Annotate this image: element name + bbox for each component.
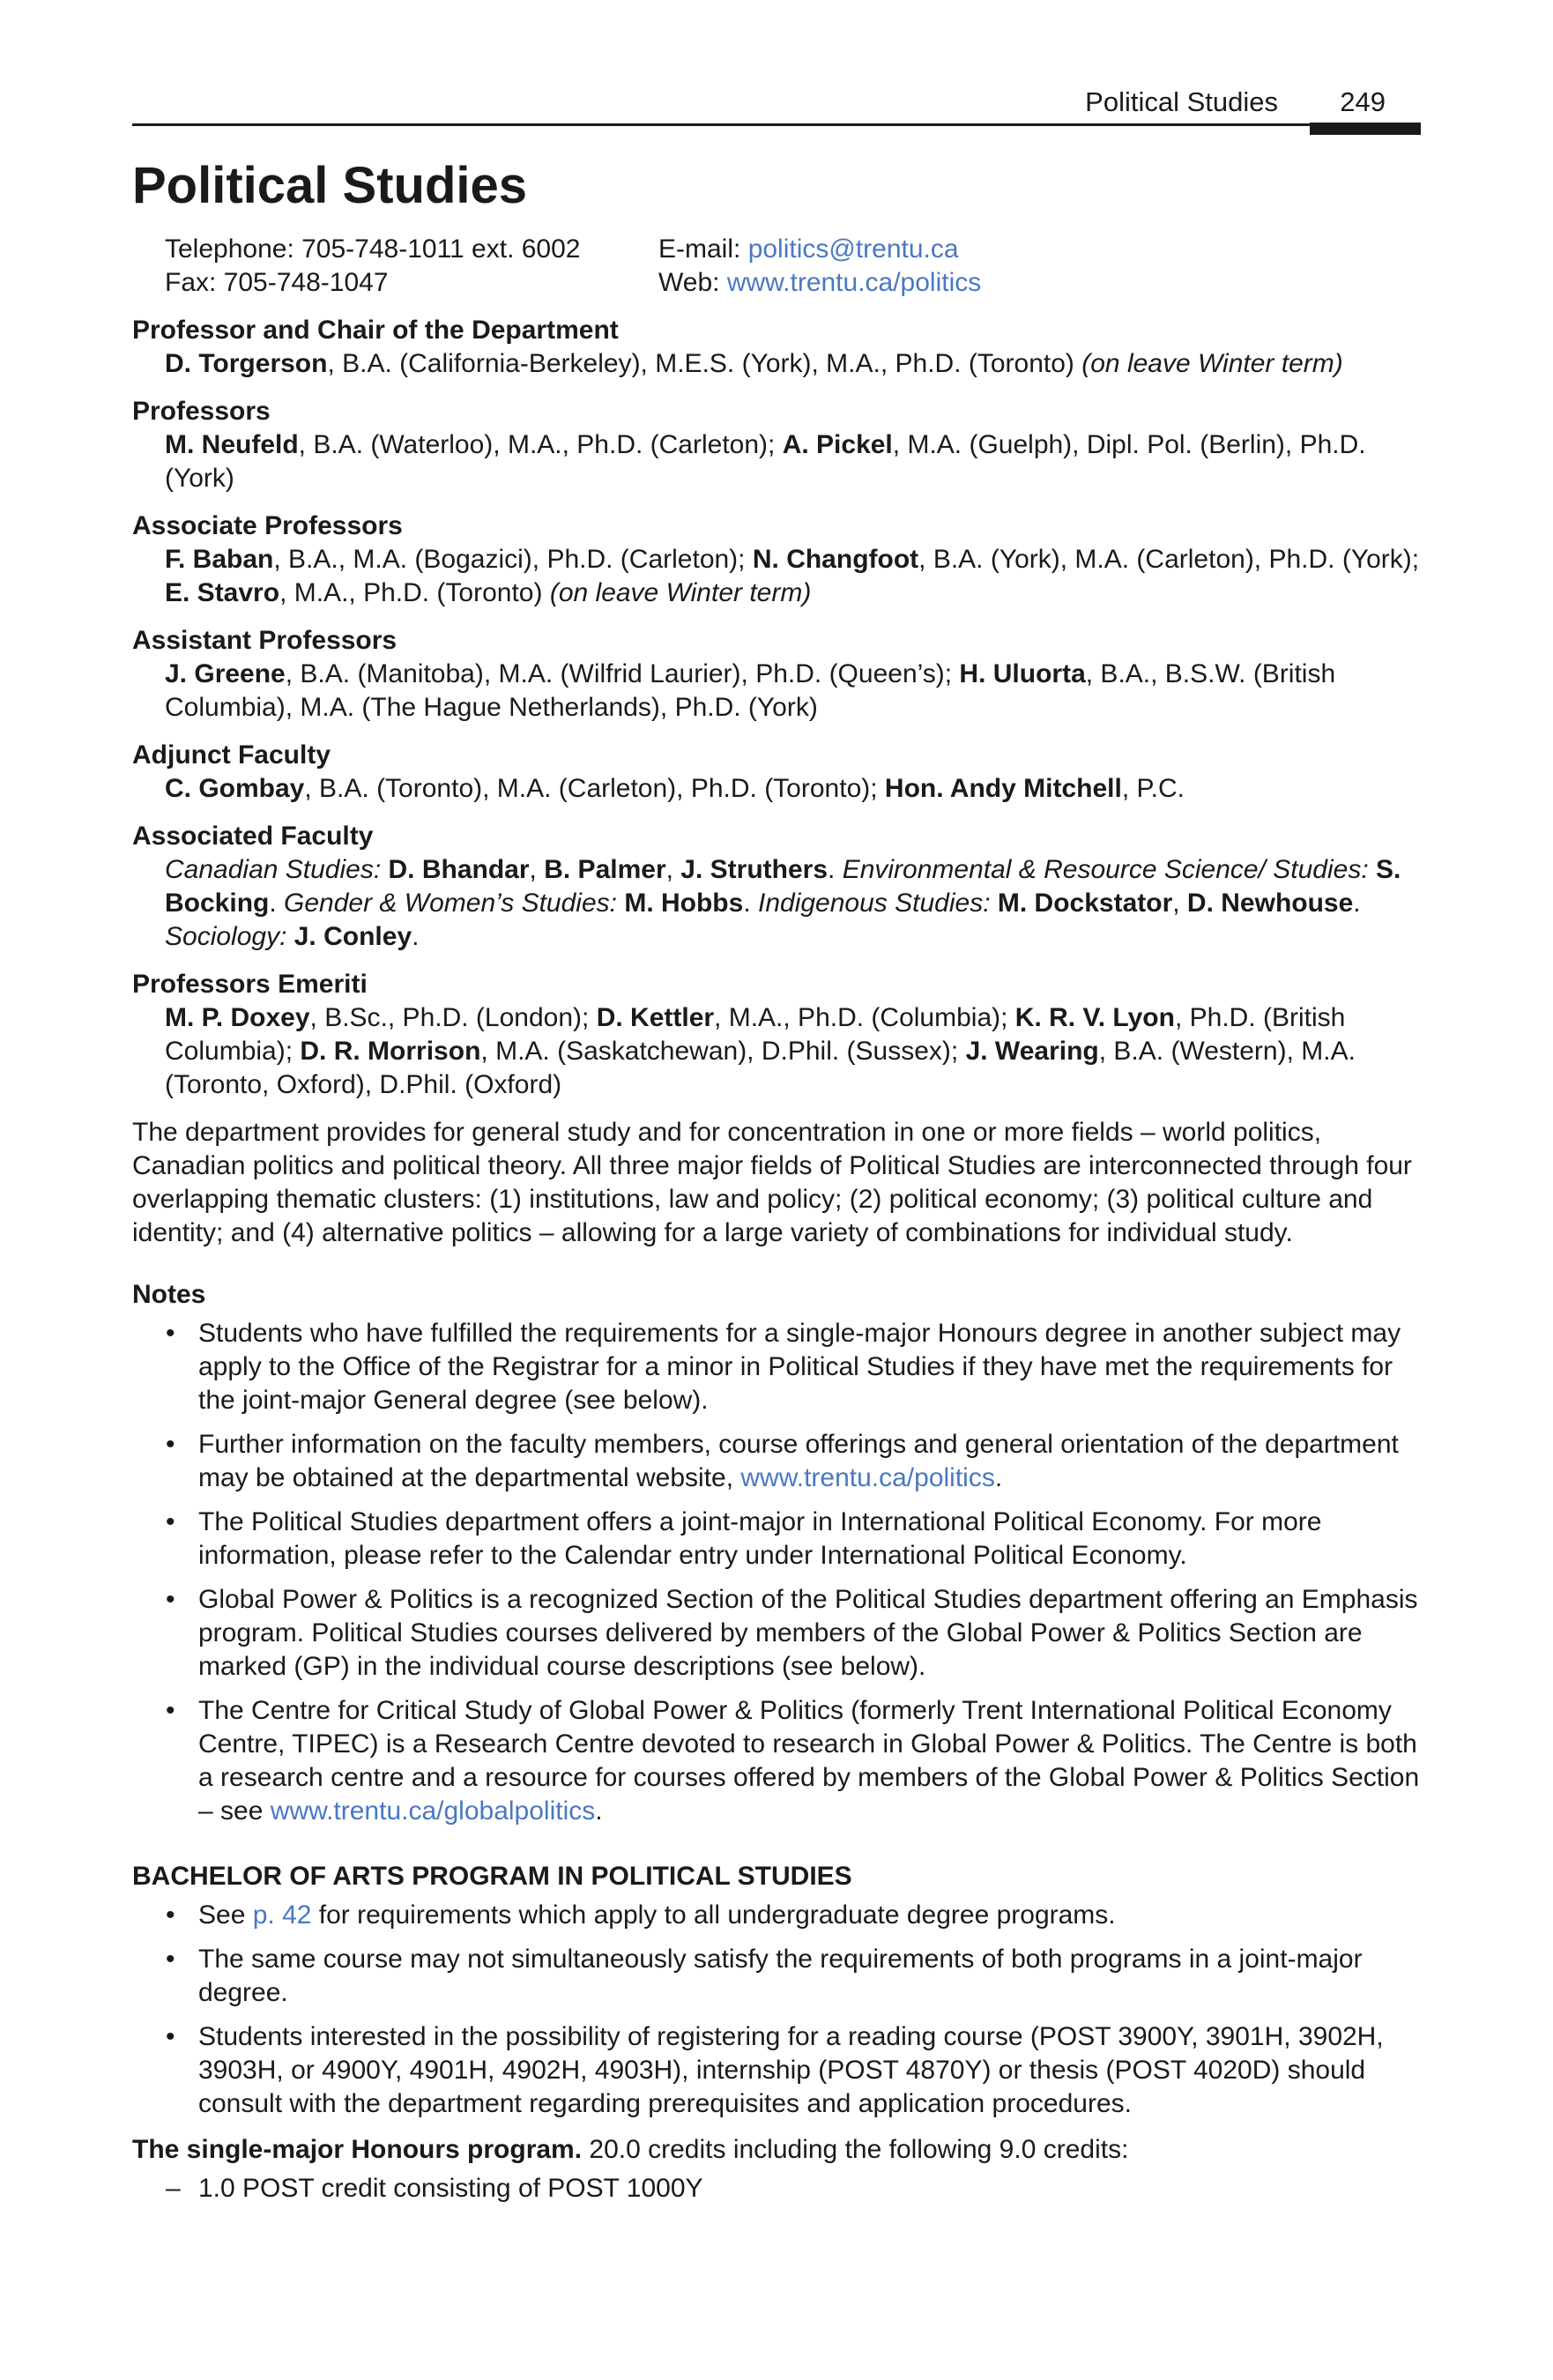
faculty-name: M. Neufeld (165, 430, 299, 459)
chair-heading: Professor and Chair of the Department (132, 316, 619, 345)
chair-entry (165, 347, 1421, 381)
faculty-name: J. Wearing (965, 1037, 1099, 1066)
email-line (658, 233, 1364, 266)
note-text: . (595, 1796, 603, 1826)
running-header-title: Political Studies (1085, 86, 1278, 117)
assistant-heading: Assistant Professors (132, 626, 398, 655)
ba-program-list (132, 1899, 1421, 2121)
single-major-text: 20.0 credits including the following 9.0 credits: (582, 2135, 1129, 2164)
adjunct-entry (165, 772, 1421, 806)
faculty-credentials: , P.C. (1121, 774, 1185, 803)
separator: . (412, 922, 420, 951)
list-item: • Students who have fulfilled the requirements for a single-major Honours degree in another subject may apply to the Office of the Registrar for a minor in Political Studies if they have met the requirements for the joint-major General degree (see below). (198, 1317, 1421, 1417)
faculty-name: K. R. V. Lyon (1014, 1003, 1175, 1032)
section-assistant-professors (132, 624, 1421, 725)
faculty-credentials: , B.A. (Waterloo), M.A., Ph.D. (Carleton); (298, 430, 783, 459)
department-label: Canadian Studies: (165, 855, 389, 884)
list-item: • The Political Studies department offers a joint-major in International Political Economy. For more information, please refer to the Calendar entry under International Political Economy. (198, 1506, 1421, 1573)
faculty-credentials: , M.A., Ph.D. (Toronto) (279, 578, 550, 607)
faculty-credentials: , B.A. (Toronto), M.A. (Carleton), Ph.D. (Toronto); (304, 774, 885, 803)
notes-heading: Notes (132, 1280, 206, 1309)
emeriti-entry (165, 1001, 1421, 1102)
faculty-name: J. Conley (294, 922, 412, 951)
section-professors (132, 395, 1421, 495)
faculty-credentials: , M.A., Ph.D. (Columbia); (714, 1003, 1015, 1032)
department-label: Environmental & Resource Science/ Studies: (842, 855, 1376, 884)
faculty-name: D. R. Morrison (300, 1037, 481, 1066)
associate-entry (165, 543, 1421, 610)
professors-heading: Professors (132, 397, 271, 426)
faculty-name: S. Bocking (165, 855, 1401, 918)
separator: . (743, 889, 758, 918)
list-item: • The same course may not simultaneously satisfy the requirements of both programs in a joint-major degree. (198, 1943, 1421, 2010)
list-item: • Global Power & Politics is a recognized Section of the Political Studies department offering an Emphasis program. Political Studies courses delivered by members of the Global Power & Politics Section are marked (GP) in the individual course descriptions (see below). (198, 1583, 1421, 1684)
list-item (198, 1428, 1421, 1495)
list-item: • Students interested in the possibility of registering for a reading course (POST 3900Y, 3901H, 3902H, 3903H, or 4900Y, 4901H, 4902H, 4903H), internship (POST 4870Y) or thesis (POST 4020D) should consult with the department regarding prerequisites and application procedures. (198, 2020, 1421, 2121)
section-chair (132, 314, 1421, 381)
politics-website-link[interactable]: www.trentu.ca/politics (740, 1463, 995, 1492)
faculty-credentials: , B.A. (Manitoba), M.A. (Wilfrid Laurier), Ph.D. (Queen’s); (285, 659, 960, 688)
single-major-requirements (132, 2172, 1421, 2205)
note-text: Further information on the faculty members, course offerings and general orientation of the department may be obtained at the departmental website, (198, 1430, 1399, 1492)
faculty-name: F. Baban (165, 545, 274, 574)
faculty-credentials: , M.A. (Guelph), Dipl. Pol. (Berlin), Ph.D. (York) (165, 430, 1366, 493)
web-link[interactable]: www.trentu.ca/politics (726, 268, 982, 297)
ba-program-heading: BACHELOR OF ARTS PROGRAM IN POLITICAL STUDIES (132, 1862, 852, 1891)
section-associate-professors (132, 509, 1421, 610)
faculty-credentials: , M.A. (Saskatchewan), D.Phil. (Sussex); (480, 1037, 966, 1066)
associated-entry (165, 853, 1421, 954)
intro-paragraph: The department provides for general study and for concentration in one or more fields – world politics, Canadian politics and political theory. All three major fields of Political Studies are interconnected through four overlapping thematic clusters: (1) institutions, law and policy; (2) political economy; (3) political culture and identity; and (4) alternative politics – allowing for a large variety of combinations for individual study. (132, 1118, 1412, 1247)
contact-block (165, 233, 1421, 300)
department-label: Sociology: (165, 922, 294, 951)
associated-heading: Associated Faculty (132, 822, 374, 851)
telephone: Telephone: 705-748-1011 ext. 6002 (165, 234, 581, 264)
faculty-name: C. Gombay (165, 774, 305, 803)
faculty-name: D. Newhouse (1186, 889, 1354, 918)
separator: . (269, 889, 285, 918)
note-text: The Centre for Critical Study of Global Power & Politics (formerly Trent International Political Economy Centre, TIPEC) is a Research Centre devoted to research in Global Power & Politics. The Centre is both a research centre and a resource for courses offered by members of the Global Power & Politics Section – see (198, 1696, 1420, 1826)
list-item (198, 1899, 1421, 1932)
faculty-name: H. Uluorta (959, 659, 1086, 688)
faculty-name: J. Greene (165, 659, 286, 688)
section-professors-emeriti (132, 968, 1421, 1102)
page-number: 249 (1340, 86, 1386, 117)
separator: , (1172, 889, 1187, 918)
department-label: Gender & Women’s Studies: (284, 889, 625, 918)
list-item (198, 1694, 1421, 1828)
faculty-name: B. Palmer (544, 855, 666, 884)
globalpolitics-website-link[interactable]: www.trentu.ca/globalpolitics (270, 1796, 596, 1826)
faculty-credentials: , B.Sc., Ph.D. (London); (309, 1003, 597, 1032)
single-major-paragraph (132, 2133, 1421, 2167)
faculty-name: A. Pickel (782, 430, 893, 459)
separator: . (828, 855, 843, 884)
list-item: – 1.0 POST credit consisting of POST 1000Y (198, 2172, 1421, 2205)
web-label: Web: (658, 268, 727, 297)
assistant-entry (165, 658, 1421, 725)
leave-note: (on leave Winter term) (549, 578, 812, 607)
department-label: Indigenous Studies: (758, 889, 998, 918)
page-content (132, 152, 1421, 2205)
item-text: See (198, 1900, 253, 1930)
faculty-name: D. Bhandar (388, 855, 530, 884)
header-tab-bar (1310, 123, 1421, 135)
faculty-credentials: , B.A., M.A. (Bogazici), Ph.D. (Carleton); (273, 545, 753, 574)
leave-note: (on leave Winter term) (1081, 349, 1343, 378)
single-major-label: The single-major Honours program. (132, 2135, 583, 2164)
faculty-name: D. Torgerson (165, 349, 328, 378)
page-title: Political Studies (132, 157, 527, 214)
fax: Fax: 705-748-1047 (165, 268, 389, 297)
running-header (132, 78, 1421, 126)
professors-entry (165, 428, 1421, 495)
notes-list (132, 1317, 1421, 1828)
note-text: . (994, 1463, 1003, 1492)
faculty-name: D. Kettler (596, 1003, 715, 1032)
faculty-name: M. Hobbs (624, 889, 744, 918)
separator: . (1353, 889, 1361, 918)
email-link[interactable]: politics@trentu.ca (747, 234, 959, 264)
faculty-name: M. Dockstator (997, 889, 1173, 918)
faculty-credentials: , B.A. (York), M.A. (Carleton), Ph.D. (York); (918, 545, 1420, 574)
email-label: E-mail: (658, 234, 748, 264)
section-associated-faculty (132, 820, 1421, 954)
web-line (658, 266, 1364, 300)
adjunct-heading: Adjunct Faculty (132, 740, 331, 770)
faculty-name: E. Stavro (165, 578, 280, 607)
faculty-name: J. Struthers (680, 855, 829, 884)
faculty-name: N. Changfoot (752, 545, 919, 574)
faculty-name: Hon. Andy Mitchell (884, 774, 1122, 803)
section-adjunct-faculty (132, 739, 1421, 806)
item-text: for requirements which apply to all undergraduate degree programs. (311, 1900, 1116, 1930)
emeriti-heading: Professors Emeriti (132, 970, 368, 999)
associate-heading: Associate Professors (132, 511, 403, 540)
faculty-credentials: , B.A. (California-Berkeley), M.E.S. (York), M.A., Ph.D. (Toronto) (327, 349, 1082, 378)
separator: , (529, 855, 545, 884)
faculty-name: M. P. Doxey (165, 1003, 310, 1032)
faculty-credentials: , B.A., B.S.W. (British Columbia), M.A. (The Hague Netherlands), Ph.D. (York) (165, 659, 1336, 722)
page-reference-link[interactable]: p. 42 (252, 1900, 312, 1930)
separator: , (665, 855, 681, 884)
faculty-credentials: , Ph.D. (British Columbia); (165, 1003, 1346, 1066)
faculty-credentials: , B.A. (Western), M.A. (Toronto, Oxford), D.Phil. (Oxford) (165, 1037, 1356, 1099)
